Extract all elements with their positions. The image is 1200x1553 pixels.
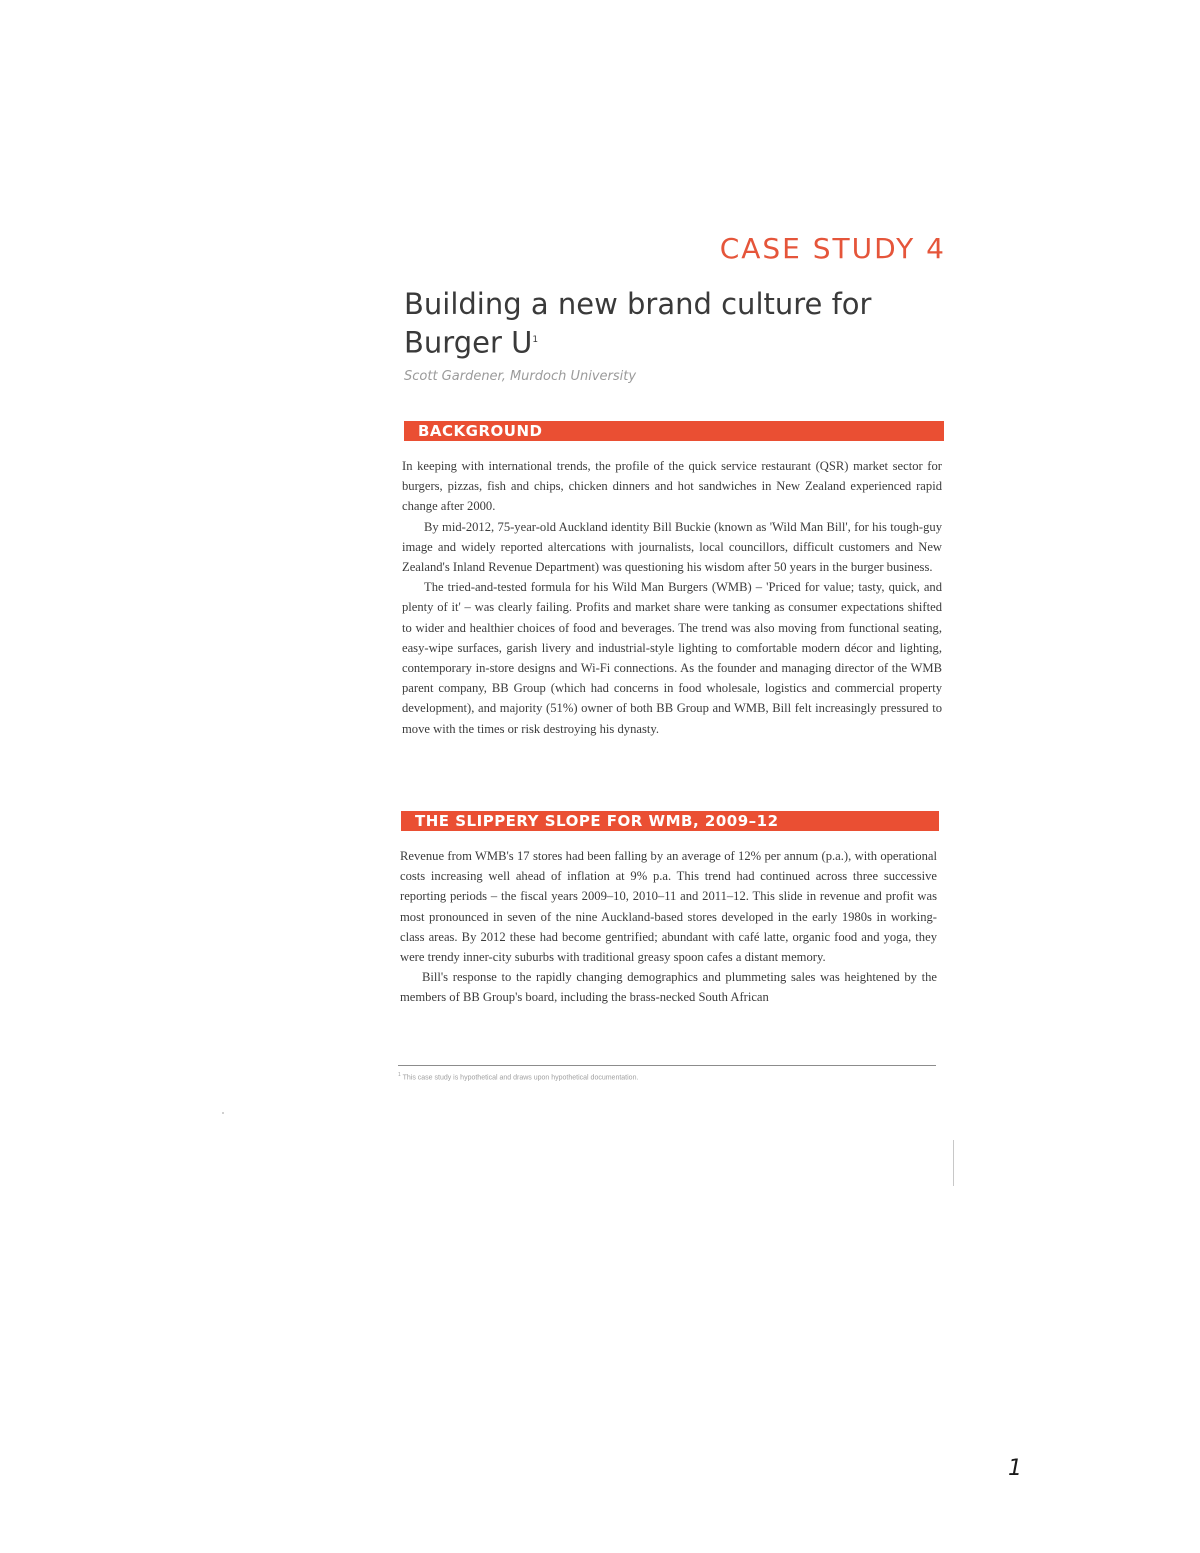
page-title — [404, 286, 924, 361]
paragraph: In keeping with international trends, the profile of the quick service restaurant (QSR) market sector for burgers, pizzas, fish and chips, chicken dinners and hot sandwiches in New Zealand experienced rapid change after 2000. — [402, 459, 942, 514]
section-heading-background: BACKGROUND — [404, 421, 944, 441]
slippery-slope-section-body — [400, 846, 937, 1008]
footnote-text: This case study is hypothetical and draws upon hypothetical documentation. — [402, 1074, 639, 1082]
title-line-1: Building a new brand culture for — [404, 287, 872, 321]
case-study-label: CASE STUDY 4 — [719, 232, 946, 265]
paragraph: Bill's response to the rapidly changing demographics and plummeting sales was heightened by the members of BB Group's board, including the brass-necked South African — [400, 970, 937, 1005]
section-heading-slippery-slope: THE SLIPPERY SLOPE FOR WMB, 2009–12 — [401, 811, 939, 831]
footnote-divider — [398, 1065, 936, 1066]
scan-artifact — [953, 1140, 954, 1186]
page-number: 1 — [1008, 1456, 1022, 1481]
footnote-mark: 1 — [398, 1072, 401, 1078]
title-footnote-mark: 1 — [532, 335, 539, 345]
paragraph: By mid-2012, 75-year-old Auckland identity Bill Buckie (known as 'Wild Man Bill', for his tough-guy image and widely reported altercations with journalists, local councillors, difficult customers and New Zealand's Inland Revenue Department) was questioning his wisdom after 50 years in the burger business. — [402, 519, 942, 575]
paragraph: Revenue from WMB's 17 stores had been falling by an average of 12% per annum (p.a.), with operational costs increasing well ahead of inflation at 9% p.a. This trend had continued across three successive reporting periods – the fiscal years 2009–10, 2010–11 and 2011–12. This slide in revenue and profit was most pronounced in seven of the nine Auckland-based stores developed in the early 1980s in working-class areas. By 2012 these had become gentrified; abundant with café latte, organic food and yoga, they were trendy inner-city suburbs with traditional greasy spoon cafes a distant memory. — [400, 849, 937, 965]
author-byline: Scott Gardener, Murdoch University — [404, 369, 637, 384]
paragraph: The tried-and-tested formula for his Wild Man Burgers (WMB) – 'Priced for value; tasty, quick, and plenty of it' – was clearly failing. Profits and market share were tanking as consumer expectations shifted to wider and healthier choices of food and beverages. The trend was also moving from functional seating, easy-wipe surfaces, garish livery and industrial-style lighting to comfortable modern décor and lighting, contemporary in-store designs and Wi-Fi connections. As the founder and managing director of the WMB parent company, BB Group (which had concerns in food wholesale, logistics and commercial property development), and majority (51%) owner of both BB Group and WMB, Bill felt increasingly pressured to move with the times or risk destroying his dynasty. — [402, 580, 942, 736]
background-section-body — [402, 456, 942, 739]
scan-artifact — [222, 1112, 224, 1114]
title-line-2: Burger U — [404, 325, 533, 360]
footnote — [398, 1072, 638, 1081]
